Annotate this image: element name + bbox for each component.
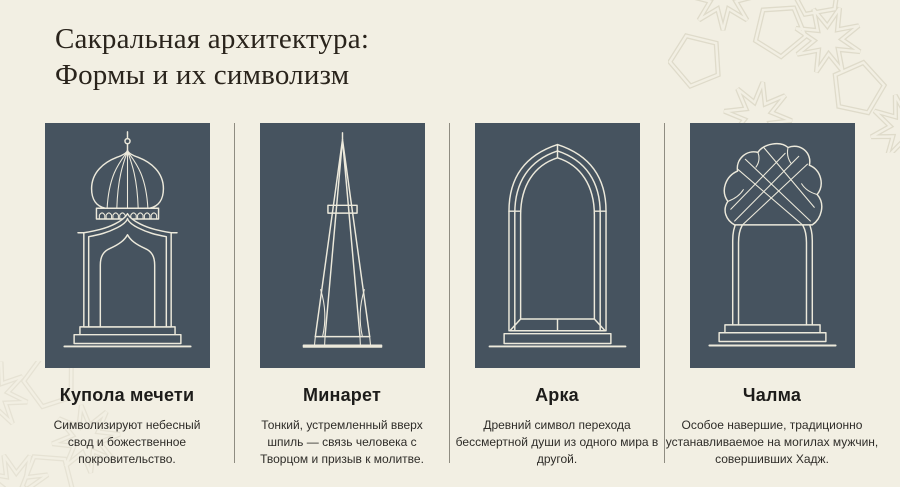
dome-panel xyxy=(45,123,210,368)
pointed-arch-illustration xyxy=(475,123,640,368)
page-title xyxy=(55,22,369,94)
column-turban xyxy=(665,123,879,468)
panel-title: Арка xyxy=(535,385,579,405)
turban-illustration xyxy=(690,123,855,368)
panel-description: Особое навершие, традиционно устанавливаемое на могилах мужчин, совершивших Хадж. xyxy=(665,418,879,467)
panel-grid xyxy=(20,123,879,468)
turban-panel xyxy=(690,123,855,368)
panel-title: Минарет xyxy=(303,385,381,405)
column-arch xyxy=(450,123,664,468)
page-title-line-2: Формы и их символизм xyxy=(55,58,350,91)
mosque-dome-illustration xyxy=(45,123,210,368)
minaret-illustration xyxy=(260,123,425,368)
page-title-line-1: Сакральная архитектура: xyxy=(55,23,370,55)
minaret-panel xyxy=(260,123,425,368)
arch-panel xyxy=(475,123,640,368)
panel-description: Древний символ перехода бессмертной души из одного мира в другой. xyxy=(455,418,659,467)
column-minaret xyxy=(235,123,449,468)
column-mosque-domes xyxy=(20,123,234,468)
panel-description: Тонкий, устремленный вверх шпиль — связь человека с Творцом и призыв к молитве. xyxy=(260,418,424,467)
panel-description: Символизируют небесный свод и божественное покровительство. xyxy=(53,418,201,467)
panel-title: Чалма xyxy=(742,385,802,405)
header xyxy=(55,22,369,94)
panel-title: Купола мечети xyxy=(59,385,195,405)
